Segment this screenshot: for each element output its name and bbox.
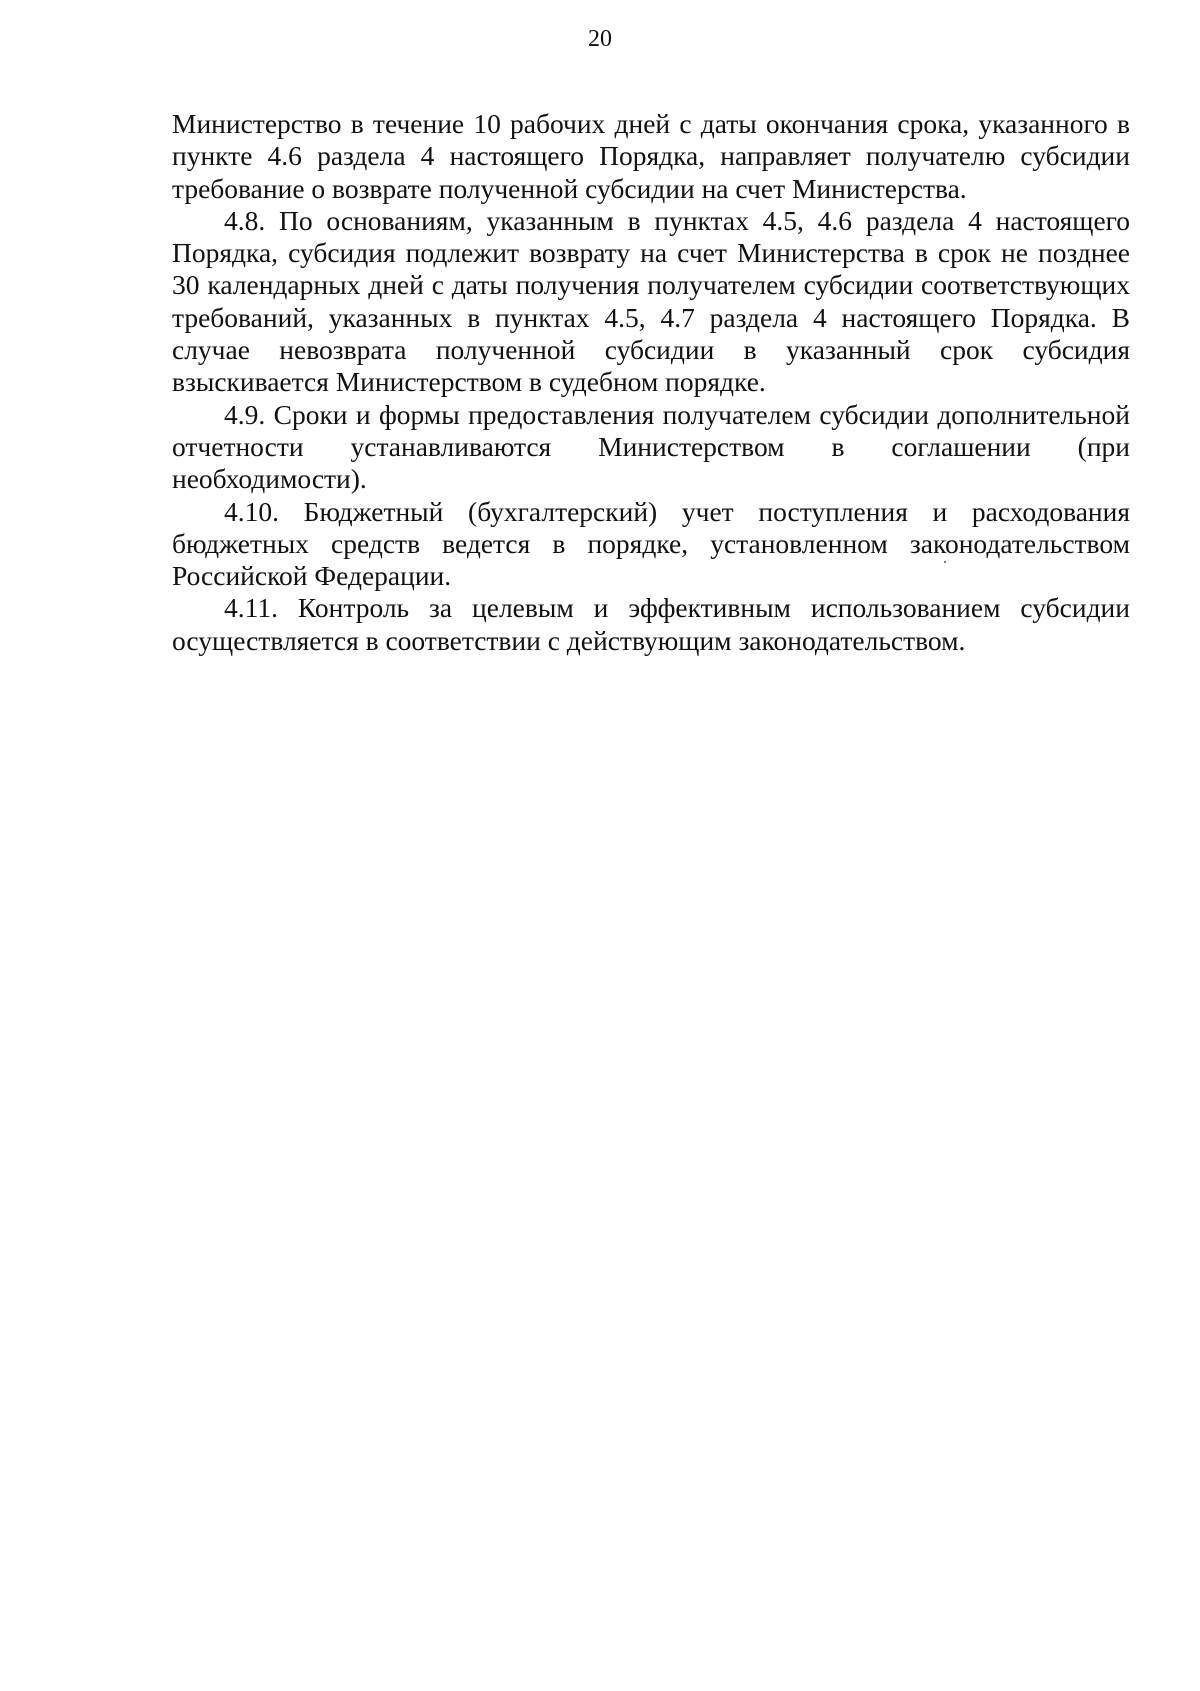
page-number: 20: [588, 26, 612, 52]
paragraph-4-8: 4.8. По основаниям, указанным в пунктах 4.5, 4.6 раздела 4 настоящего Порядка, субсидия подлежит возврату на счет Министерства в срок не позднее 30 календарных дней с даты получения получателем субсидии соответствующих требований, указанных в пунктах 4.5, 4.7 раздела 4 настоящего Порядка. В случае невозврата полученной субсидии в указанный срок субсидия взыскивается Министерством в судебном порядке.: [172, 204, 1130, 398]
paragraph-4-10: 4.10. Бюджетный (бухгалтерский) учет поступления и расходования бюджетных средств ведется в порядке, установленном законодательством Российской Федерации.: [172, 495, 1130, 592]
document-body: [172, 108, 1130, 657]
paragraph-continuation: Министерство в течение 10 рабочих дней с даты окончания срока, указанного в пункте 4.6 раздела 4 настоящего Порядка, направляет получателю субсидии требование о возврате полученной субсидии на счет Министерства.: [172, 108, 1130, 204]
scan-speck: [944, 561, 946, 563]
paragraph-4-11: 4.11. Контроль за целевым и эффективным использованием субсидии осуществляется в соответствии с действующим законодательством.: [172, 592, 1130, 656]
paragraph-4-9: 4.9. Сроки и формы предоставления получателем субсидии дополнительной отчетности устанавливаются Министерством в соглашении (при необходимости).: [172, 398, 1130, 495]
